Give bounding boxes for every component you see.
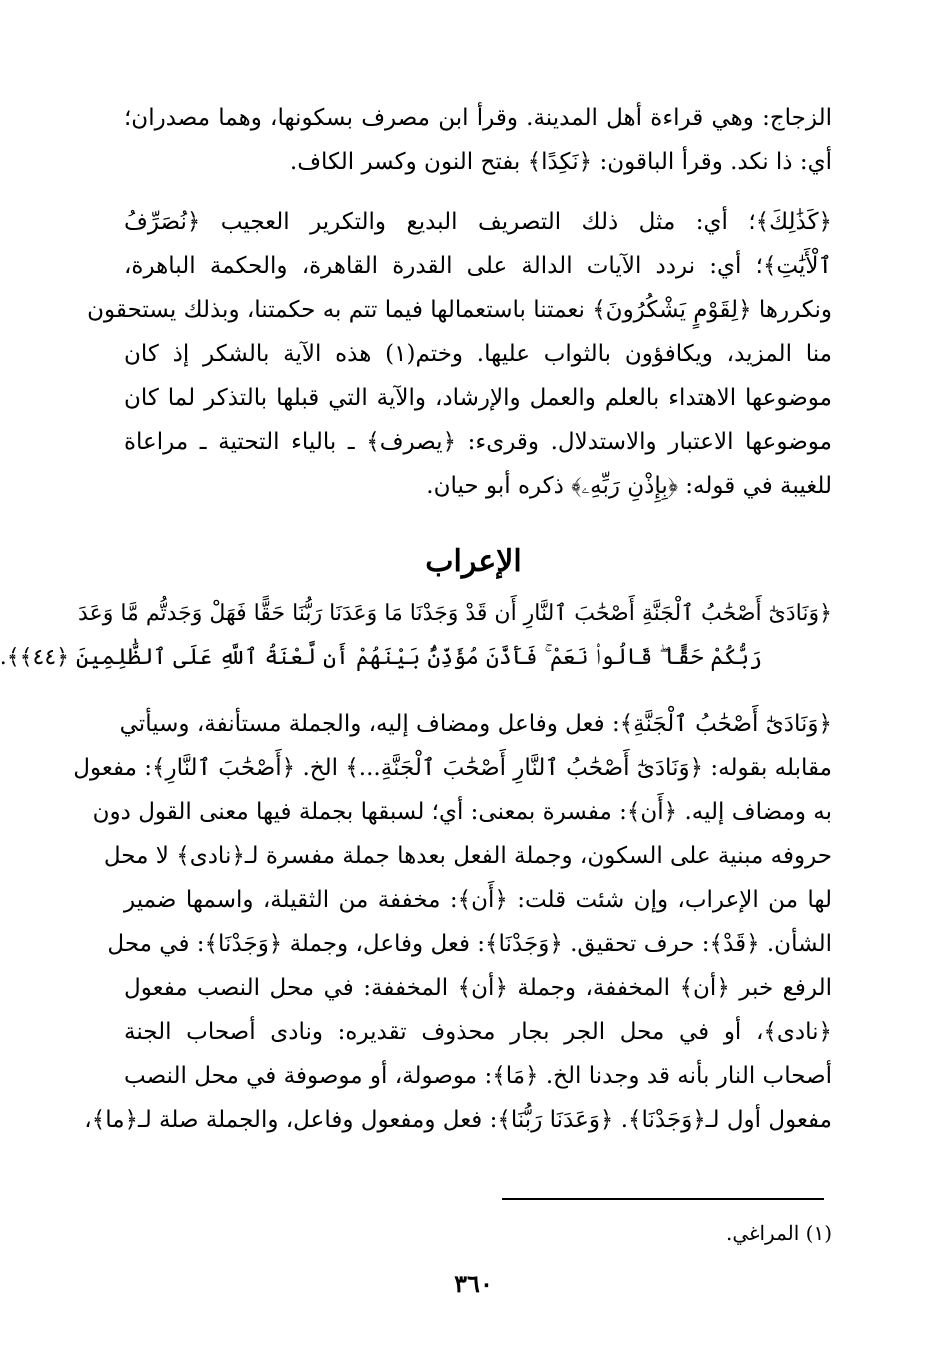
text-line: الشأن. ﴿قَدْ﴾: حرف تحقيق. ﴿وَجَدْنَا﴾: فعل وفاعل، وجملة ﴿وَجَدْنَا﴾: في محل: [107, 931, 832, 957]
book-page: [2, 0, 945, 1364]
text-line: موضوعها الاعتبار والاستدلال. وقرىء: ﴿يصرف﴾ ـ بالياء التحتية ـ مراعاة: [124, 429, 832, 455]
verse-line: ﴿وَنَادَىٰٓ أَصْحَٰبُ ٱلْجَنَّةِ أَصْحَٰبَ ٱلنَّارِ أَن قَدْ وَجَدْنَا مَا وَعَدَنَا رَبُّنَا حَقًّا فَهَلْ وَجَدتُّم مَّا وَعَدَ: [78, 601, 832, 626]
text-line: ﴿وَنَادَىٰٓ أَصْحَٰبُ ٱلْجَنَّةِ﴾: فعل وفاعل ومضاف إليه، والجملة مستأنفة، وسيأتي: [119, 711, 832, 737]
section-heading: الإعراب: [425, 544, 522, 579]
text-line: مفعول أول لـ﴿وَجَدْنَا﴾. ﴿وَعَدَنَا رَبُّنَا﴾: فعل ومفعول وفاعل، والجملة صلة لـ﴿ما﴾،: [84, 1107, 832, 1133]
text-line: الزجاج: وهي قراءة أهل المدينة. وقرأ ابن مصرف بسكونها، وهما مصدران؛: [124, 105, 832, 131]
text-line: ٱلْأَيَٰتِ﴾؛ أي: نردد الآيات الدالة على القدرة القاهرة، والحكمة الباهرة،: [124, 253, 832, 279]
text-line: موضوعها الاهتداء بالعلم والعمل والإرشاد، والآية التي قبلها بالتذكر لما كان: [124, 385, 832, 411]
text-line: ونكررها ﴿لِقَوْمٍ يَشْكُرُونَ﴾ نعمتنا باستعمالها فيما تتم به حكمتنا، وبذلك يستحقون: [87, 297, 832, 323]
quran-verse: [0, 592, 832, 680]
paragraph-qiraat: [124, 96, 832, 184]
verse-line: رَبُّكُمْ حَقًّا ۖ قَالُوا۟ نَعَمْ ۚ فَأَذَّنَ مُؤَذِّنٌۢ بَيْنَهُمْ أَن لَّعْنَةُ ٱللَّهِ عَلَى ٱلظَّٰلِمِينَ ﴿٤٤﴾﴾.: [0, 645, 762, 670]
text-line: به ومضاف إليه. ﴿أَن﴾: مفسرة بمعنى: أي؛ لسبقها بجملة فيها معنى القول دون: [92, 799, 832, 825]
text-line: أي: ذا نكد. وقرأ الباقون: ﴿نَكِدًا﴾ بفتح النون وكسر الكاف.: [289, 149, 832, 175]
text-line: أصحاب النار بأنه قد وجدنا الخ. ﴿مَا﴾: موصولة، أو موصوفة في محل النصب: [124, 1063, 832, 1089]
text-line: حروفه مبنية على السكون، وجملة الفعل بعدها جملة مفسرة لـ﴿نادى﴾ لا محل: [103, 843, 832, 869]
paragraph-tafsir: [87, 200, 832, 508]
text-line: للغيبة في قوله: ﴿بِإِذْنِ رَبِّهِۦ﴾ ذكره أبو حيان.: [426, 473, 832, 499]
footnote-divider: [502, 1198, 824, 1200]
text-line: ﴿نادى﴾، أو في محل الجر بجار محذوف تقديره: ونادى أصحاب الجنة: [124, 1019, 832, 1045]
footnote: (١) المراغي.: [725, 1221, 832, 1245]
paragraph-irab: [73, 702, 832, 1142]
text-line: مقابله بقوله: ﴿وَنَادَىٰٓ أَصْحَٰبُ ٱلنَّارِ أَصْحَٰبَ ٱلْجَنَّةِ...﴾ الخ. ﴿أَصْحَٰبَ ٱلنَّارِ﴾: مفعول: [73, 755, 832, 781]
page-number: ٣٦٠: [454, 1269, 493, 1298]
text-line: ﴿كَذَٰلِكَ﴾؛ أي: مثل ذلك التصريف البديع والتكرير العجيب ﴿نُصَرِّفُ: [124, 209, 832, 235]
text-line: منا المزيد، ويكافؤون بالثواب عليها. وختم(١) هذه الآية بالشكر إذ كان: [124, 341, 832, 367]
text-line: الرفع خبر ﴿أن﴾ المخففة، وجملة ﴿أن﴾ المخففة: في محل النصب مفعول: [124, 975, 832, 1001]
text-line: لها من الإعراب، وإن شئت قلت: ﴿أَن﴾: مخففة من الثقيلة، واسمها ضمير: [124, 887, 832, 913]
